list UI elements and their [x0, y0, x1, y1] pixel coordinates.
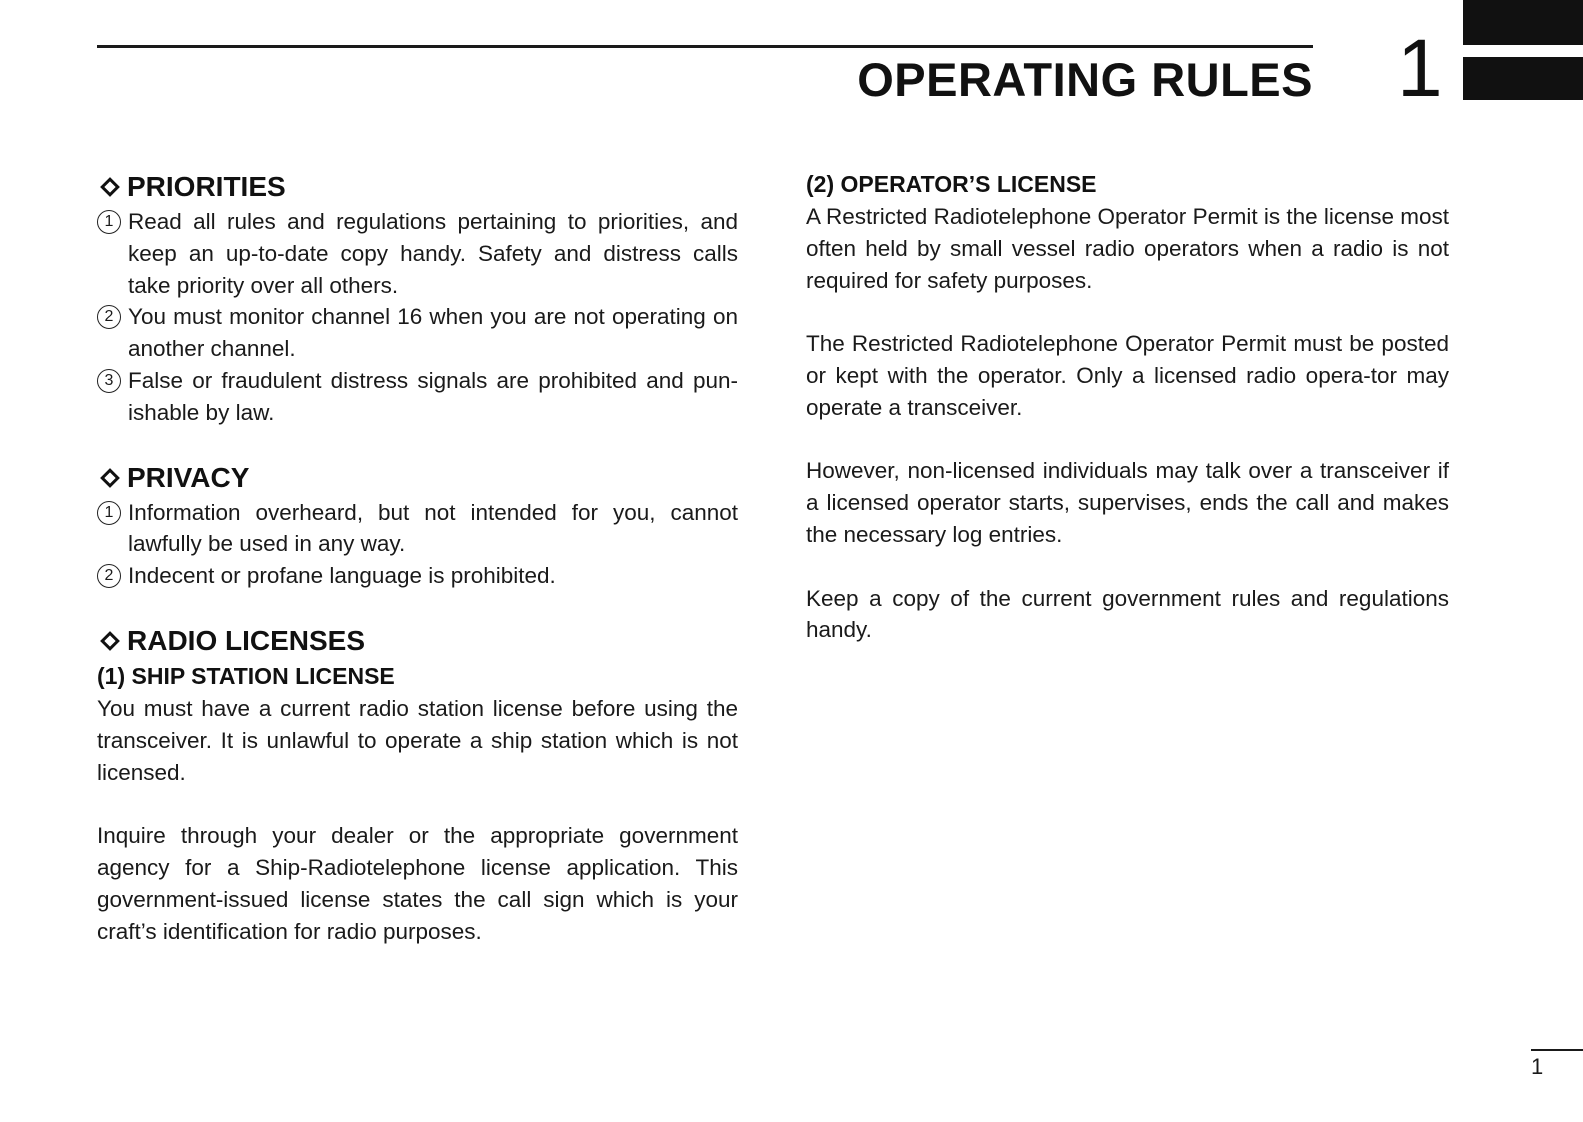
- paragraph: A Restricted Radiotelephone Operator Permit is the license most often held by small vessel radio operators when a radio is not required for safety purposes.: [806, 204, 1449, 293]
- diamond-icon: [100, 177, 120, 197]
- section-heading-privacy: [97, 459, 738, 497]
- subheading-ship-station-license: (1) SHIP STATION LICENSE: [97, 662, 395, 689]
- circled-number-marker: 1: [97, 501, 121, 525]
- list-item-text: Read all rules and regulations pertaining to priorities, and keep an up-to-date copy handy. Safety and distress calls take priority over all others.: [128, 209, 738, 298]
- list-item: [97, 301, 738, 365]
- paragraph: You must have a current radio station license before using the transceiver. It is unlawful to operate a ship station which is not licensed.: [97, 695, 738, 785]
- list-item-text: False or fraudulent distress signals are prohibited and pun-ishable by law.: [128, 367, 738, 425]
- subheading-operators-license: (2) OPERATOR’S LICENSE: [806, 171, 1097, 197]
- section-heading-text: RADIO LICENSES: [127, 624, 366, 656]
- section-heading-priorities: [97, 168, 738, 206]
- list-item: [97, 206, 738, 301]
- left-column: [97, 168, 738, 947]
- right-column: [806, 168, 1449, 646]
- list-item-text: Indecent or profane language is prohibited.: [128, 563, 556, 589]
- circled-number-marker: 3: [97, 369, 121, 393]
- footer-rule: [1531, 1049, 1583, 1051]
- section-heading-radio-licenses: [97, 622, 738, 660]
- paragraph: The Restricted Radiotelephone Operator Permit must be posted or kept with the operator. Only a licensed radio opera-tor may operate a transceiver.: [806, 331, 1449, 420]
- paragraph: However, non-licensed individuals may talk over a transceiver if a licensed operator starts, supervises, ends the call and makes the necessary log entries.: [806, 458, 1449, 547]
- list-item-text: Information overheard, but not intended for you, cannot lawfully be used in any way.: [128, 499, 738, 557]
- diamond-icon: [100, 468, 120, 488]
- paragraph: Inquire through your dealer or the appropriate government agency for a Ship-Radiotelephone license application. This government-issued license states the call sign which is your craft’s identification for radio purposes.: [97, 823, 738, 944]
- list-item-text: You must monitor channel 16 when you are not operating on another channel.: [128, 304, 738, 362]
- diamond-icon: [100, 631, 120, 651]
- section-heading-text: PRIVACY: [127, 461, 250, 493]
- circled-number-marker: 2: [97, 564, 121, 588]
- section-heading-text: PRIORITIES: [127, 171, 286, 202]
- chapter-title: OPERATING RULES: [857, 53, 1313, 106]
- chapter-number: 1: [1397, 23, 1443, 114]
- list-item: [97, 560, 738, 592]
- chapter-tab-lower: [1463, 57, 1583, 100]
- page-number: 1: [1531, 1054, 1544, 1079]
- list-item: [97, 497, 738, 561]
- chapter-tab-upper: [1463, 0, 1583, 45]
- circled-number-marker: 1: [97, 210, 121, 234]
- header-rule: [97, 45, 1313, 48]
- paragraph: Keep a copy of the current government rules and regulations handy.: [806, 585, 1449, 643]
- list-item: [97, 365, 738, 429]
- circled-number-marker: 2: [97, 305, 121, 329]
